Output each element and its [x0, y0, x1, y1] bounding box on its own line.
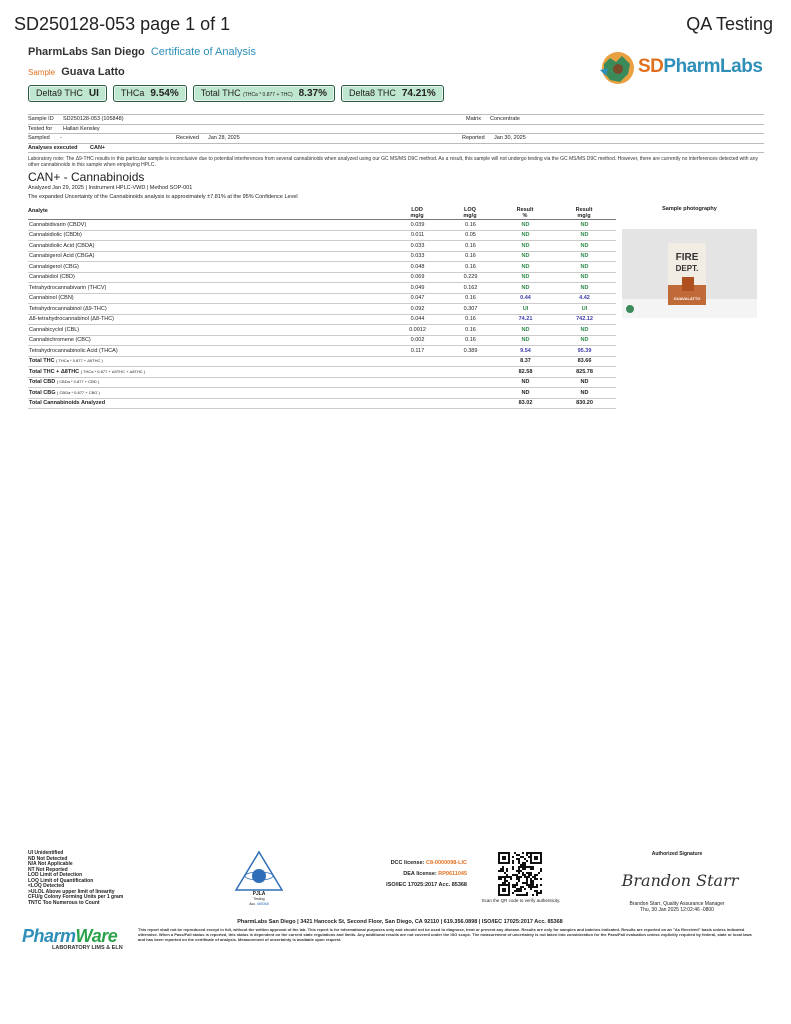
loq-value: 0.16 — [442, 314, 498, 325]
sample-name: Guava Latto — [61, 66, 125, 78]
signatory: Brandon Starr, Quality Assurance Manager Thu, 30 Jan 2025 12:02:46 -0800 — [629, 901, 725, 913]
table-row — [28, 230, 616, 241]
sample-photo — [622, 229, 757, 318]
analyte-name: Cannabidiolic Acid (CBDA) — [28, 241, 392, 252]
loq-value: 0.16 — [442, 251, 498, 262]
licenses: DCC license: C8-0000098-LIC DEA license: RP0611045 ISO/IEC 17025:2017 Acc. 85368 — [335, 858, 467, 891]
loq-value: 0.389 — [442, 346, 498, 357]
analysis-details: Analyzed Jan 29, 2025 | Instrument HPLC-VWD | Method SOP-001 — [28, 185, 193, 191]
result-mg: ND — [552, 251, 616, 262]
result-mg: ND — [552, 283, 616, 294]
matrix: Concentrate — [490, 116, 520, 122]
lab-heading — [28, 46, 256, 58]
analyte-name: Tetrahydrocannabivarin (THCV) — [28, 283, 392, 294]
result-pct: 74.21 — [498, 314, 552, 325]
lod-value: 0.033 — [392, 241, 442, 252]
analyte-name: Cannabidiol (CBD) — [28, 272, 392, 283]
lod-value: 0.117 — [392, 346, 442, 357]
result-pct: 9.54 — [498, 346, 552, 357]
loq-value: 0.16 — [442, 293, 498, 304]
loq-value: 0.229 — [442, 272, 498, 283]
legend-item: LOQ Limit of Quantification — [28, 877, 94, 884]
result-mg: 742.12 — [552, 314, 616, 325]
loq-value: 0.16 — [442, 262, 498, 273]
dea-license: RP0611045 — [438, 871, 467, 877]
result-pct: ND — [498, 251, 552, 262]
badge-delta9: Delta9 THC UI — [28, 85, 107, 102]
loq-value: 0.162 — [442, 283, 498, 294]
analyte-name: Δ8-tetrahydrocannabinol (Δ8-THC) — [28, 314, 392, 325]
col-result-mg: Result mg/g — [552, 203, 616, 220]
legend-item: N/A Not Applicable — [28, 861, 73, 867]
legend-item: UI Unidentified — [28, 850, 64, 856]
sample-label: Sample — [28, 68, 56, 77]
total-label: Total CBG ( CBGa * 0.877 + CBG ) — [28, 388, 392, 399]
result-pct: ND — [498, 230, 552, 241]
total-mg: 83.66 — [552, 356, 616, 367]
lod-value: 0.002 — [392, 335, 442, 346]
result-pct: ND — [498, 283, 552, 294]
result-mg: UI — [552, 304, 616, 315]
cannabinoid-table — [28, 203, 616, 409]
photo-heading: Sample photography — [662, 206, 717, 212]
document-category: QA Testing — [686, 14, 773, 34]
pjla-accreditation-icon — [234, 850, 284, 906]
lod-value: 0.092 — [392, 304, 442, 315]
svg-text:PJLA: PJLA — [252, 891, 266, 897]
result-pct: ND — [498, 335, 552, 346]
badge-delta8: Delta8 THC 74.21% — [341, 85, 444, 102]
lod-value: 0.039 — [392, 220, 442, 231]
total-row — [28, 398, 616, 409]
total-row — [28, 367, 616, 378]
footer-address: PharmLabs San Diego | 3421 Hancock St, Second Floor, San Diego, CA 92110 | 619.356.0898 | ISO/IEC 17025:2017 Acc. 85368 — [237, 919, 563, 925]
badge-total-thc: Total THC (THCa * 0.877 + THC) 8.37% — [193, 85, 335, 102]
result-mg: 4.42 — [552, 293, 616, 304]
dcc-license: C8-0000098-LIC — [426, 860, 467, 866]
uncertainty-statement: The expanded Uncertainty of the Cannabinoids analysis is approximately ±7.81% at the 95% Confidence Level — [28, 194, 298, 200]
table-row — [28, 283, 616, 294]
sample-id: SD250128-053 (105848) — [63, 116, 124, 122]
loq-value: 0.16 — [442, 335, 498, 346]
table-row — [28, 241, 616, 252]
lod-value: 0.049 — [392, 283, 442, 294]
document-id: SD250128-053 page 1 of 1 — [14, 14, 231, 34]
result-pct: ND — [498, 241, 552, 252]
result-mg: ND — [552, 325, 616, 336]
table-row — [28, 314, 616, 325]
table-row — [28, 220, 616, 231]
total-label: Total CBD ( CBDa * 0.877 + CBD ) — [28, 377, 392, 388]
analyte-name: Cannabicyclol (CBL) — [28, 325, 392, 336]
analyte-name: Tetrahydrocannabinol (Δ9-THC) — [28, 304, 392, 315]
result-mg: ND — [552, 262, 616, 273]
result-pct: ND — [498, 272, 552, 283]
result-mg: ND — [552, 335, 616, 346]
result-pct: ND — [498, 262, 552, 273]
footer-disclaimer: This report shall not be reproduced except in full, without the written approval of the lab. This report is for informational purposes only and should not be used to diagnose, treat or prevent any disease. Results are only for samples and batches indicated. Results are reported on an "As Received" basis unless indicated otherwise. When a Pass/Fail status is reported, this status is dependent on the current state regulations and limits. Any additional results are not covered under the ISO scope. The measurement of uncertainty is not taken into consideration for the Pass/Fail evaluation unless explicitly required by federal, state or local laws and has been reported on the certificate of analysis. Measurement of uncertainty is available upon request. — [138, 927, 752, 942]
loq-value: 0.16 — [442, 241, 498, 252]
total-mg: 830.20 — [552, 398, 616, 409]
svg-text:Brandon Starr: Brandon Starr — [621, 871, 739, 890]
legend-item: TNTC Too Numerous to Count — [28, 899, 100, 906]
table-row — [28, 262, 616, 273]
total-row — [28, 356, 616, 367]
iso-accreditation: ISO/IEC 17025:2017 Acc. 85368 — [386, 882, 467, 888]
analyses: CAN+ — [90, 144, 106, 151]
col-lod: LOD mg/g — [392, 203, 442, 220]
qr-caption: Scan the QR code to verify authenticity. — [481, 898, 561, 903]
abbreviation-legend — [28, 851, 123, 906]
total-label: Total THC ( THCa * 0.877 + Δ9THC ) — [28, 356, 392, 367]
result-pct: 0.44 — [498, 293, 552, 304]
analyte-name: Cannabinol (CBN) — [28, 293, 392, 304]
result-pct: ND — [498, 325, 552, 336]
total-pct: 8.37 — [498, 356, 552, 367]
legend-item: <LOQ Detected — [28, 883, 65, 889]
sample-info: Sample ID SD250128-053 (105848) Matrix Concentrate Tested for Hallari Kensley Sampled - Received Jan 28, 2025 Reported Jan 30, 2025 Analyses executed CAN+ — [28, 114, 764, 153]
analyte-name: Cannabichromene (CBC) — [28, 335, 392, 346]
lod-value: 0.033 — [392, 251, 442, 262]
lab-name: PharmLabs San Diego — [28, 46, 145, 58]
loq-value: 0.05 — [442, 230, 498, 241]
analyte-name: Cannabidiolic (CBDb) — [28, 230, 392, 241]
lod-value: 0.0012 — [392, 325, 442, 336]
col-loq: LOQ mg/g — [442, 203, 498, 220]
result-mg: ND — [552, 230, 616, 241]
total-mg: ND — [552, 388, 616, 399]
lod-value: 0.011 — [392, 230, 442, 241]
lod-value: 0.048 — [392, 262, 442, 273]
table-row — [28, 272, 616, 283]
result-mg: ND — [552, 241, 616, 252]
total-row — [28, 388, 616, 399]
analyte-name: Cannabidivarin (CBDV) — [28, 220, 392, 231]
total-pct: 83.02 — [498, 398, 552, 409]
legend-item: NT Not Reported — [28, 866, 68, 873]
lod-value: 0.047 — [392, 293, 442, 304]
sample-heading — [28, 66, 125, 78]
svg-text:#85368: #85368 — [257, 902, 269, 906]
brand-wordmark: SDPharmLabs — [638, 56, 763, 77]
client: Hallari Kensley — [63, 125, 100, 132]
total-pct: ND — [498, 377, 552, 388]
result-mg: ND — [552, 220, 616, 231]
analyte-name: Cannabigerol Acid (CBGA) — [28, 251, 392, 262]
result-pct: ND — [498, 220, 552, 231]
loq-value: 0.16 — [442, 220, 498, 231]
analyte-name: Tetrahydrocannabinolic Acid (THCA) — [28, 346, 392, 357]
product-label-line2: DEPT. — [675, 264, 699, 273]
total-mg: ND — [552, 377, 616, 388]
section-title: CAN+ - Cannabinoids — [28, 170, 145, 184]
table-row — [28, 251, 616, 262]
qr-code-icon[interactable] — [496, 850, 544, 898]
table-row — [28, 304, 616, 315]
lod-value: 0.069 — [392, 272, 442, 283]
col-analyte: Analyte — [28, 203, 392, 220]
table-row — [28, 325, 616, 336]
legend-item: >ULOL Above upper limit of linearity — [28, 888, 115, 895]
col-result-pct: Result % — [498, 203, 552, 220]
svg-text:Acc.: Acc. — [249, 902, 256, 906]
table-row — [28, 335, 616, 346]
lod-value: 0.044 — [392, 314, 442, 325]
result-mg: 95.39 — [552, 346, 616, 357]
legend-item: CFU/g Colony Forming Units per 1 gram — [28, 894, 124, 900]
pharmware-logo: PharmWare LABORATORY LIMS & ELN — [22, 926, 123, 951]
table-row — [28, 346, 616, 357]
total-row — [28, 377, 616, 388]
analyte-name: Cannabigerol (CBG) — [28, 262, 392, 273]
table-row — [28, 293, 616, 304]
svg-text:Testing: Testing — [253, 897, 265, 901]
reported-date: Jan 30, 2025 — [494, 135, 526, 141]
loq-value: 0.307 — [442, 304, 498, 315]
product-label-line1: FIRE — [675, 252, 699, 263]
summary-badges — [28, 85, 444, 102]
result-mg: ND — [552, 272, 616, 283]
total-mg: 825.78 — [552, 367, 616, 378]
signature-heading: Authorized Signature — [651, 851, 703, 857]
badge-thca: THCa 9.54% — [113, 85, 187, 102]
received-date: Jan 28, 2025 — [208, 135, 240, 141]
result-pct: UI — [498, 304, 552, 315]
product-name: GUAVALATTO — [673, 296, 701, 301]
legend-item: ND Not Detected — [28, 855, 68, 862]
loq-value: 0.16 — [442, 325, 498, 336]
signature — [610, 866, 750, 894]
total-label: Total Cannabinoids Analyzed — [28, 398, 392, 409]
legend-item: LOD Limit of Detection — [28, 872, 83, 878]
total-label: Total THC + Δ8THC ( THCa * 0.877 + Δ9THC + Δ8THC ) — [28, 367, 392, 378]
total-pct: 82.58 — [498, 367, 552, 378]
table-header — [28, 203, 616, 220]
doc-type: Certificate of Analysis — [150, 46, 256, 58]
laboratory-note: Laboratory note: The Δ9-THC results in this particular sample is inconclusive due to potential interferences from several cannabinoids when analyzed using our GC MS/MS D9C method. As a result, this sample will not undergo testing via the GC MS/MS D9C method. However, there are currently no interferences detected with any other cannabinoids in this sample when employing HPLC. — [28, 156, 758, 168]
total-pct: ND — [498, 388, 552, 399]
